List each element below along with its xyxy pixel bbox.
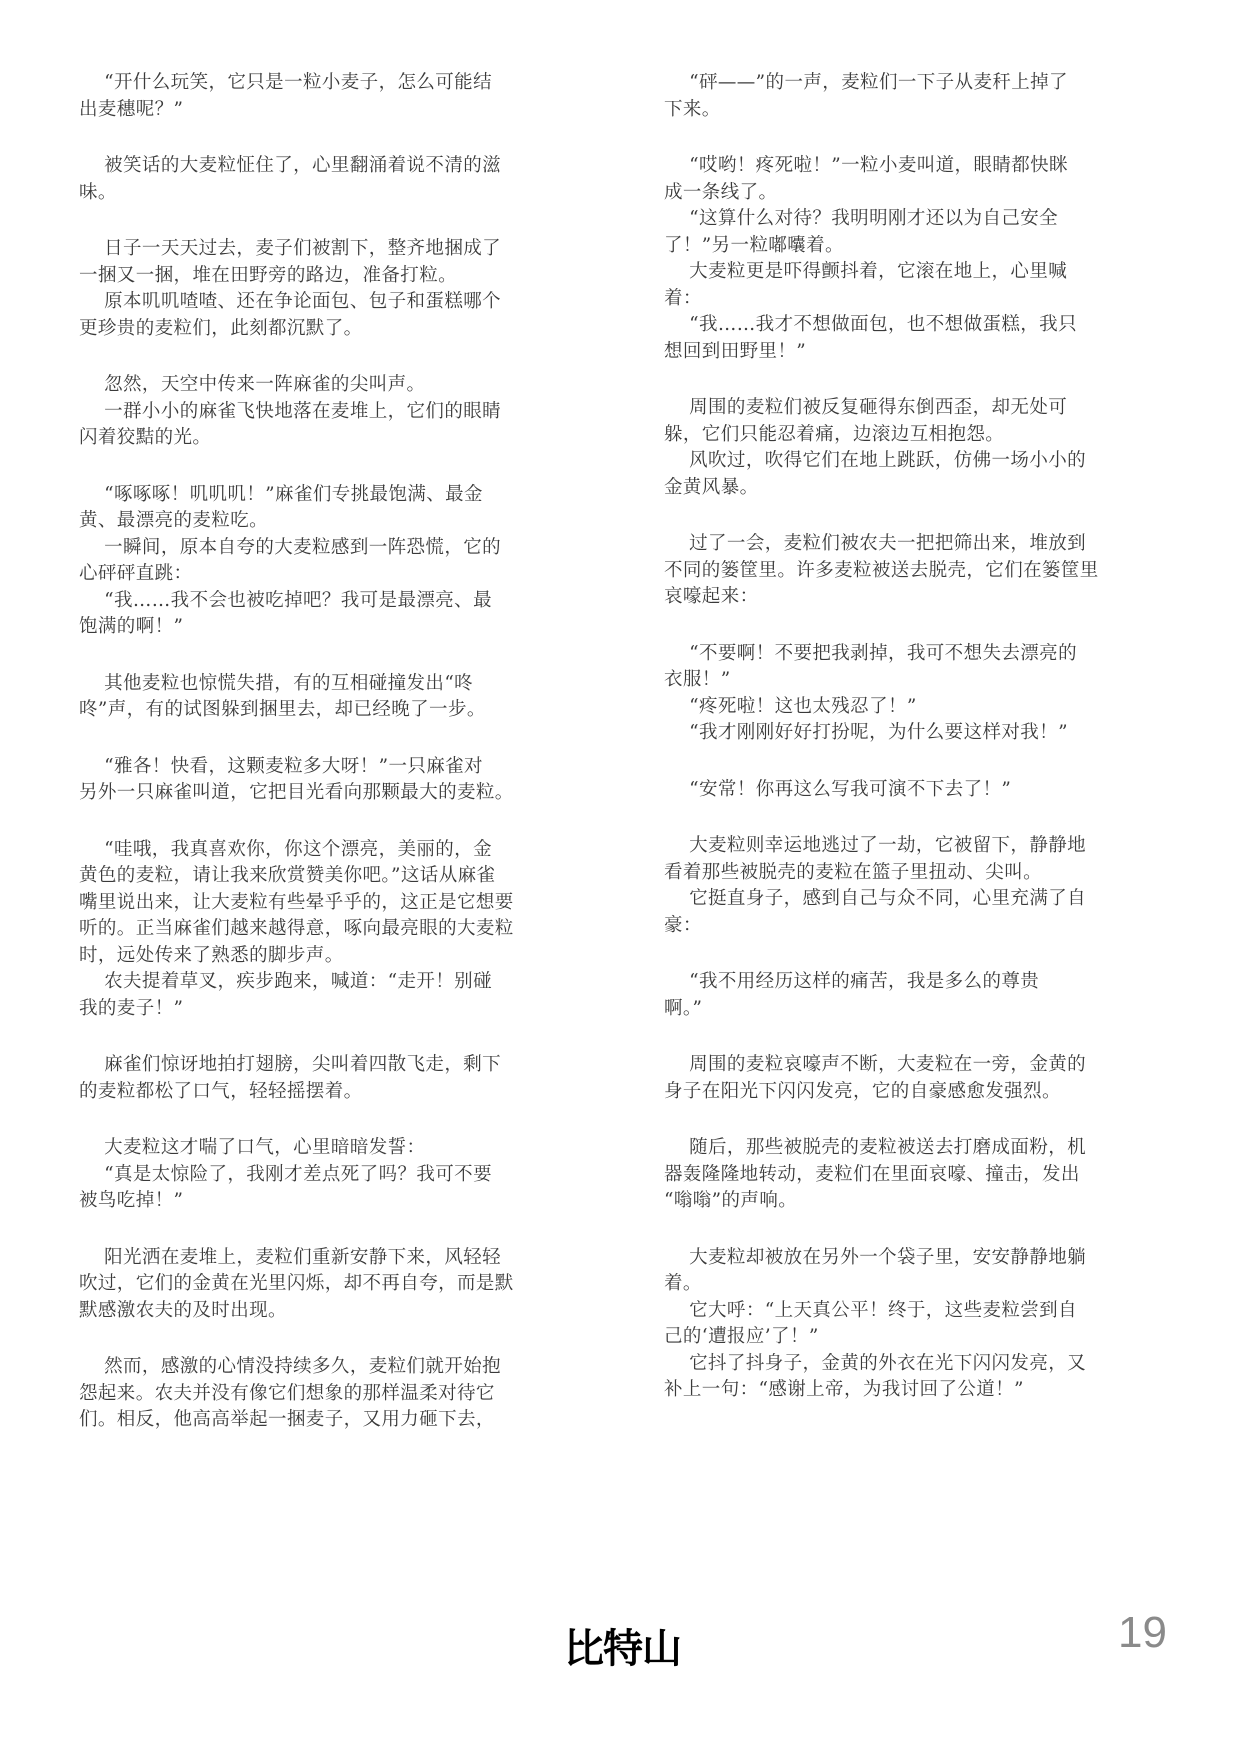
text-line: 哀嚎起来：	[664, 586, 759, 607]
text-line: “哎哟！疼死啦！”一粒小麦叫道，眼睛都快眯	[664, 155, 1068, 176]
text-line: 己的‘遭报应’了！”	[664, 1326, 819, 1347]
text-line: 大麦粒更是吓得颤抖着，它滚在地上，心里喊	[664, 261, 1068, 282]
right-column	[664, 70, 1149, 1434]
text-line: 器轰隆隆地转动，麦粒们在里面哀嚎、撞击，发出	[664, 1163, 1080, 1185]
text-line: 时，远处传来了熟悉的脚步声。	[79, 944, 344, 966]
paragraph	[664, 641, 1149, 747]
paragraph	[79, 671, 559, 724]
text-line: “我……我才不想做面包，也不想做蛋糕，我只	[664, 314, 1077, 335]
paragraph	[664, 153, 1149, 365]
text-line: “雅各！快看，这颗麦粒多大呀！”一只麻雀对	[79, 755, 483, 777]
text-line: 补上一句：“感谢上帝，为我讨回了公道！”	[664, 1379, 1024, 1400]
text-line: 一瞬间，原本自夸的大麦粒感到一阵恐慌，它的	[79, 536, 502, 558]
text-line: “我不用经历这样的痛苦，我是多么的尊贵	[664, 971, 1040, 992]
text-line: “疼死啦！这也太残忍了！”	[664, 695, 917, 717]
text-line: 随后，那些被脱壳的麦粒被送去打磨成面粉，机	[664, 1137, 1087, 1158]
text-line: 想回到田野里！”	[664, 340, 807, 362]
paragraph	[664, 1135, 1149, 1215]
paragraph	[79, 1052, 559, 1105]
paragraph	[664, 531, 1149, 611]
text-line: 风吹过，吹得它们在地上跳跃，仿佛一场小小的	[664, 450, 1087, 471]
paragraph	[79, 482, 559, 641]
text-line: 一群小小的麻雀飞快地落在麦堆上，它们的眼睛	[79, 400, 502, 422]
text-line: “真是太惊险了，我刚才差点死了吗？我可不要	[79, 1163, 492, 1185]
text-line: “我……我不会也被吃掉吧？我可是最漂亮、最	[79, 589, 492, 611]
magazine-logo: 比特山	[564, 1626, 681, 1672]
text-line: 黄色的麦粒，请让我来欣赏赞美你吧。”这话从麻雀	[79, 865, 496, 886]
text-line: “不要啊！不要把我剥掉，我可不想失去漂亮的	[664, 642, 1077, 664]
paragraph	[79, 837, 559, 1023]
text-line: 默感激农夫的及时出现。	[79, 1299, 287, 1321]
text-line: 它抖了抖身子，金黄的外衣在光下闪闪发亮，又	[664, 1352, 1087, 1374]
paragraph	[664, 395, 1149, 501]
text-line: 躲，它们只能忍着痛，边滚边互相抱怨。	[664, 423, 1005, 445]
paragraph	[664, 833, 1149, 939]
text-line: 其他麦粒也惊慌失措，有的互相碰撞发出“咚	[79, 672, 474, 694]
text-line: 了！”另一粒嘟囔着。	[664, 234, 844, 256]
paragraph	[79, 1354, 559, 1434]
paragraph	[79, 153, 559, 206]
text-line: 吹过，它们的金黄在光里闪烁，却不再自夸，而是默	[79, 1273, 514, 1294]
paragraph	[664, 777, 1149, 804]
text-line: 我的麦子！”	[79, 997, 184, 1019]
text-line: 出麦穗呢？”	[79, 98, 184, 120]
text-line: 它挺直身子，感到自己与众不同，心里充满了自	[664, 888, 1087, 909]
paragraph	[79, 1135, 559, 1215]
text-line: “开什么玩笑，它只是一粒小麦子，怎么可能结	[79, 72, 492, 93]
text-line: 身子在阳光下闪闪发亮，它的自豪感愈发强烈。	[664, 1080, 1061, 1102]
paragraph	[664, 70, 1149, 123]
text-line: 衣服！”	[664, 669, 731, 690]
text-line: 嘴里说出来，让大麦粒有些晕乎乎的，这正是它想要	[79, 891, 514, 913]
text-line: 被笑话的大麦粒怔住了，心里翻涌着说不清的滋	[79, 155, 502, 176]
text-line: 大麦粒这才喘了口气，心里暗暗发誓：	[79, 1137, 426, 1158]
text-line: 着：	[664, 287, 702, 309]
text-line: “啄啄啄！叽叽叽！”麻雀们专挑最饱满、最金	[79, 483, 483, 505]
text-line: “砰——”的一声，麦粒们一下子从麦秆上掉了	[664, 72, 1068, 93]
paragraph	[664, 969, 1149, 1022]
text-line: 心砰砰直跳：	[79, 563, 193, 584]
text-line: 饱满的啊！”	[79, 616, 184, 637]
text-line: 日子一天天过去，麦子们被割下，整齐地捆成了	[79, 238, 502, 259]
text-line: 麻雀们惊讶地拍打翅膀，尖叫着四散飞走，剩下	[79, 1054, 502, 1075]
text-line: 味。	[79, 181, 117, 203]
text-line: 大麦粒却被放在另外一个袋子里，安安静静地躺	[664, 1246, 1087, 1268]
text-line: 它大呼：“上天真公平！终于，这些麦粒尝到自	[664, 1299, 1077, 1321]
text-line: 们。相反，他高高举起一捆麦子，又用力砸下去，	[79, 1409, 495, 1430]
text-line: 金黄风暴。	[664, 476, 759, 498]
text-line: 更珍贵的麦粒们，此刻都沉默了。	[79, 317, 363, 339]
text-line: 黄、最漂亮的麦粒吃。	[79, 510, 269, 531]
text-line: 周围的麦粒哀嚎声不断，大麦粒在一旁，金黄的	[664, 1054, 1087, 1075]
paragraph	[79, 70, 559, 123]
text-line: 啊。”	[664, 997, 703, 1019]
text-line: 豪：	[664, 914, 702, 936]
text-line: 下来。	[664, 98, 721, 120]
text-line: 咚”声，有的试图躲到捆里去，却已经晚了一步。	[79, 699, 486, 720]
text-line: 不同的篓筐里。许多麦粒被送去脱壳，它们在篓筐里	[664, 559, 1099, 581]
text-line: 另外一只麻雀叫道，它把目光看向那颗最大的麦粒。	[79, 782, 514, 803]
text-line: “嗡嗡”的声响。	[664, 1190, 798, 1211]
text-line: 着。	[664, 1273, 702, 1294]
text-line: 周围的麦粒们被反复砸得东倒西歪，却无处可	[664, 397, 1068, 418]
text-line: 农夫提着草叉，疾步跑来，喊道：“走开！别碰	[79, 971, 492, 992]
text-line: 阳光洒在麦堆上，麦粒们重新安静下来，风轻轻	[79, 1246, 502, 1268]
paragraph	[664, 1052, 1149, 1105]
text-line: 看着那些被脱壳的麦粒在篮子里扭动、尖叫。	[664, 861, 1043, 883]
text-line: 过了一会，麦粒们被农夫一把把筛出来，堆放到	[664, 533, 1087, 554]
text-line: “哇哦，我真喜欢你，你这个漂亮，美丽的，金	[79, 838, 492, 860]
text-line: 怨起来。农夫并没有像它们想象的那样温柔对待它	[79, 1382, 495, 1404]
paragraph	[79, 236, 559, 342]
paragraph	[79, 1245, 559, 1325]
text-line: 的麦粒都松了口气，轻轻摇摆着。	[79, 1080, 363, 1102]
text-line: “这算什么对待？我明明刚才还以为自己安全	[664, 208, 1059, 229]
left-column	[79, 70, 559, 1464]
paragraph	[79, 754, 559, 807]
paragraph	[79, 372, 559, 452]
text-line: 成一条线了。	[664, 181, 778, 203]
text-line: 大麦粒则幸运地逃过了一劫，它被留下，静静地	[664, 835, 1087, 856]
text-line: “我才刚刚好好打扮呢，为什么要这样对我！”	[664, 722, 1068, 743]
text-line: 被鸟吃掉！”	[79, 1190, 184, 1211]
text-line: “安常！你再这么写我可演不下去了！”	[664, 778, 1012, 800]
page-number: 19	[1118, 1608, 1167, 1657]
text-line: 听的。正当麻雀们越来越得意，啄向最亮眼的大麦粒	[79, 918, 514, 939]
text-line: 原本叽叽喳喳、还在争论面包、包子和蛋糕哪个	[79, 291, 502, 312]
text-line: 忽然，天空中传来一阵麻雀的尖叫声。	[79, 374, 426, 395]
text-line: 闪着狡黠的光。	[79, 427, 212, 448]
text-line: 一捆又一捆，堆在田野旁的路边，准备打粒。	[79, 264, 458, 286]
text-line: 然而，感激的心情没持续多久，麦粒们就开始抱	[79, 1356, 502, 1377]
paragraph	[664, 1245, 1149, 1404]
